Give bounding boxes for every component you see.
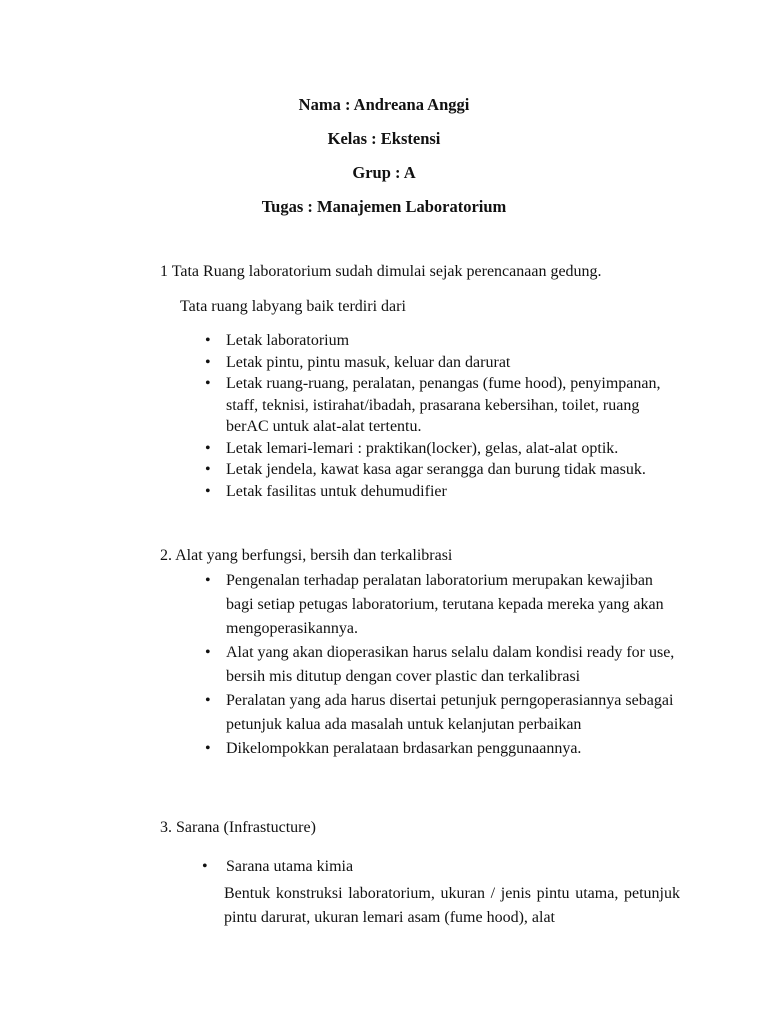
section1-intro: Tata ruang labyang baik terdiri dari	[180, 298, 406, 315]
section2-heading: 2. Alat yang berfungsi, bersih dan terkalibrasi	[160, 547, 453, 564]
class-line: Kelas : Ekstensi	[327, 129, 441, 148]
list-item: • Peralatan yang ada harus disertai petunjuk perngoperasiannya sebagai petunjuk kalua ada masalah untuk kelanjutan perbaikan	[202, 689, 682, 737]
section3-paragraph: Bentuk konstruksi laboratorium, ukuran / jenis pintu utama, petunjuk pintu darurat, ukuran lemari asam (fume hood), alat	[224, 885, 680, 926]
section1-heading: 1 Tata Ruang laboratorium sudah dimulai sejak perencanaan gedung.	[160, 263, 602, 280]
name-line: Nama : Andreana Anggi	[298, 95, 470, 114]
list-item: • Letak ruang-ruang, peralatan, penangas (fume hood), penyimpanan, staff, teknisi, istirahat/ibadah, prasarana kebersihan, toilet, ruang berAC untuk alat-alat tertentu.	[202, 373, 682, 438]
list-item: • Dikelompokkan peralataan brdasarkan penggunaannya.	[202, 737, 682, 761]
task-line: Tugas : Manajemen Laboratorium	[261, 197, 507, 216]
list-item: • Letak laboratorium	[202, 330, 682, 352]
section1-list	[202, 330, 682, 502]
group-line: Grup : A	[352, 163, 416, 182]
section3-heading: 3. Sarana (Infrastucture)	[160, 819, 316, 836]
list-item: • Letak pintu, pintu masuk, keluar dan darurat	[202, 352, 682, 374]
list-item: • Pengenalan terhadap peralatan laboratorium merupakan kewajiban bagi setiap petugas laboratorium, terutana kepada mereka yang akan mengoperasikannya.	[202, 569, 682, 641]
list-item: • Letak fasilitas untuk dehumudifier	[202, 481, 682, 503]
list-item: • Letak jendela, kawat kasa agar serangga dan burung tidak masuk.	[202, 459, 682, 481]
list-item: • Alat yang akan dioperasikan harus selalu dalam kondisi ready for use, bersih mis ditutup dengan cover plastic dan terkalibrasi	[202, 641, 682, 689]
section2-list	[202, 569, 682, 761]
section3-bullet-label: Sarana utama kimia	[226, 858, 354, 875]
list-item: • Letak lemari-lemari : praktikan(locker), gelas, alat-alat optik.	[202, 438, 682, 460]
